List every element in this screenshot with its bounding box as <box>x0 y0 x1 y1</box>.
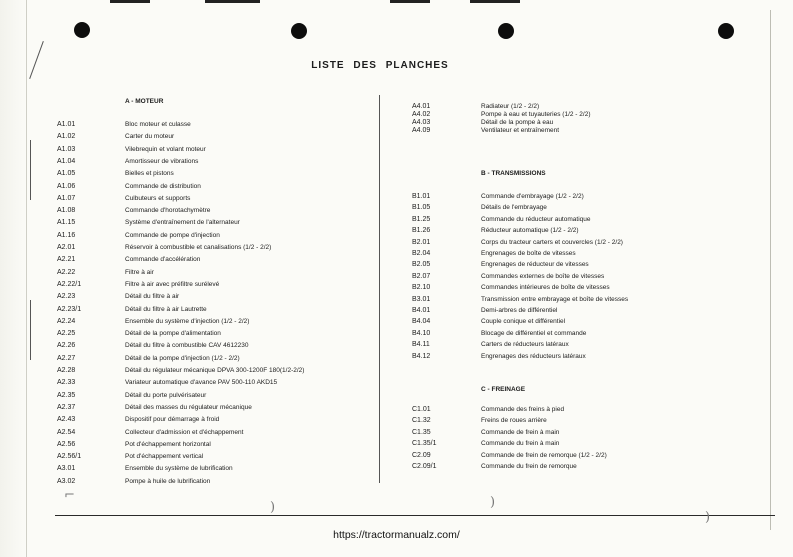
plate-code: A2.26 <box>57 342 76 350</box>
scan-artifact <box>110 0 150 3</box>
plate-label: Amortisseur de vibrations <box>125 157 199 165</box>
plate-label: Détail de la pompe à eau <box>481 119 554 126</box>
plate-code: A1.01 <box>57 121 76 128</box>
plate-code: A1.02 <box>57 133 76 141</box>
plate-code: C2.09 <box>412 451 431 459</box>
page-title: LISTE DES PLANCHES <box>311 60 449 71</box>
plate-label: Réservoir à combustible et canalisations (1/2 - 2/2) <box>125 244 272 251</box>
plate-code: B4.10 <box>412 329 431 337</box>
scan-artifact <box>470 0 520 3</box>
plate-code: B2.04 <box>412 250 431 257</box>
plate-label: Commande de frein à main <box>481 428 560 436</box>
scan-artifact <box>29 41 44 79</box>
plate-label: Demi-arbres de différentiel <box>481 307 558 314</box>
plate-code: A1.08 <box>57 207 76 215</box>
plate-code: A2.37 <box>57 403 76 411</box>
scan-artifact: ) <box>705 510 711 525</box>
plate-label: Commande des freins à pied <box>481 406 565 413</box>
plate-code: A2.22/1 <box>57 280 82 288</box>
plate-label: Détail du filtre à combustible CAV 4612230 <box>125 342 249 350</box>
scan-artifact: ) <box>490 495 496 510</box>
plate-label: Commande d'embrayage (1/2 - 2/2) <box>481 193 584 200</box>
plate-label: Détail de la pompe d'alimentation <box>125 330 221 338</box>
plate-label: Carters de réducteurs latéraux <box>481 341 569 349</box>
plate-label: Commande du frein à main <box>481 440 560 448</box>
section-heading-moteur: A - MOTEUR <box>125 98 164 105</box>
plate-code: A4.03 <box>412 119 431 126</box>
scan-artifact: ) <box>270 500 276 515</box>
plate-code: B2.01 <box>412 238 431 246</box>
plate-code: A2.25 <box>57 330 76 338</box>
plate-code: A2.27 <box>57 354 76 362</box>
plate-label: Collecteur d'admission et d'échappement <box>125 428 244 436</box>
plate-code: A2.56/1 <box>57 453 82 461</box>
plate-code: A2.43 <box>57 416 76 424</box>
plate-code: A2.56 <box>57 440 76 448</box>
plate-label: Couple conique et différentiel <box>481 318 566 326</box>
plate-code: C1.32 <box>412 417 431 425</box>
plate-code: A1.15 <box>57 219 76 227</box>
plate-label: Engrenages de boîte de vitesses <box>481 250 576 257</box>
scan-artifact <box>390 0 430 3</box>
plate-code: B4.11 <box>412 341 430 349</box>
plate-code: A3.01 <box>57 465 76 473</box>
plate-label: Commande de pompe d'injection <box>125 231 220 239</box>
plate-code: B1.26 <box>412 227 431 235</box>
plate-label: Commande d'horotachymètre <box>125 207 211 215</box>
plate-label: Commande du réducteur automatique <box>481 215 591 223</box>
plate-label: Carter du moteur <box>125 133 175 141</box>
plate-code: B4.12 <box>412 352 431 360</box>
punch-hole <box>291 23 307 39</box>
plate-label: Pompe à huile de lubrification <box>125 477 211 485</box>
plate-code: A2.22 <box>57 268 76 276</box>
plate-code: C1.35/1 <box>412 440 437 448</box>
plate-label: Ensemble du système de lubrification <box>125 465 233 473</box>
plate-label: Détail des masses du régulateur mécanique <box>125 403 252 411</box>
plate-label: Détail du filtre à air <box>125 293 180 301</box>
plate-label: Freins de roues arrière <box>481 417 547 425</box>
plate-label: Blocage de différentiel et commande <box>481 329 587 337</box>
plate-label: Réducteur automatique (1/2 - 2/2) <box>481 227 579 235</box>
plate-code: C1.01 <box>412 406 431 413</box>
plate-label: Commande de frein de remorque (1/2 - 2/2) <box>481 451 607 459</box>
plate-label: Engrenages des réducteurs latéraux <box>481 352 586 360</box>
plate-code: B4.04 <box>412 318 431 326</box>
plate-code: A4.09 <box>412 127 431 134</box>
plate-label: Transmission entre embrayage et boîte de vitesses <box>481 295 629 303</box>
plate-code: A2.33 <box>57 379 76 387</box>
plate-code: B1.25 <box>412 215 431 223</box>
plate-label: Système d'entraînement de l'alternateur <box>125 219 240 227</box>
plate-code: A2.23/1 <box>57 305 82 313</box>
plate-label: Commande du frein de remorque <box>481 463 577 470</box>
plate-label: Ventilateur et entraînement <box>481 127 560 134</box>
scan-artifact <box>205 0 260 3</box>
plate-code: A2.01 <box>57 244 76 251</box>
plate-label: Détail du porte pulvérisateur <box>125 391 207 399</box>
plate-label: Bielles et pistons <box>125 170 174 178</box>
plate-code: A1.05 <box>57 170 76 178</box>
plate-code: B2.05 <box>412 261 431 269</box>
punch-hole <box>498 23 514 39</box>
plate-code: A1.07 <box>57 194 76 202</box>
plate-label: Commandes intérieures de boîte de vitesses <box>481 284 610 292</box>
plate-code: A1.04 <box>57 157 76 165</box>
plate-label: Détail du filtre à air Lautrette <box>125 305 207 313</box>
plate-code: A4.01 <box>412 103 431 110</box>
plate-label: Commandes externes de boîte de vitesses <box>481 272 605 280</box>
plate-code: A2.28 <box>57 367 76 374</box>
plate-label: Engrenages de réducteur de vitesses <box>481 261 589 269</box>
plate-code: B2.10 <box>412 284 431 292</box>
plate-code: A1.06 <box>57 182 76 190</box>
plate-code: B1.01 <box>412 193 431 200</box>
plate-code: A1.16 <box>57 231 76 239</box>
plate-label: Corps du tracteur carters et couvercles (1/2 - 2/2) <box>481 238 623 246</box>
plate-label: Variateur automatique d'avance PAV 500-110 AKD15 <box>125 379 278 387</box>
plate-label: Pompe à eau et tuyauteries (1/2 - 2/2) <box>481 111 591 118</box>
section-heading-freinage: C - FREINAGE <box>481 386 526 393</box>
plate-label: Culbuteurs et supports <box>125 194 191 202</box>
page-right-edge <box>770 10 771 530</box>
plate-code: C2.09/1 <box>412 463 437 470</box>
plate-label: Commande d'accélération <box>125 256 201 264</box>
plate-code: A2.24 <box>57 317 76 325</box>
bottom-rule <box>55 515 775 516</box>
plate-label: Détail de la pompe d'injection (1/2 - 2/2) <box>125 354 240 362</box>
plate-code: A2.35 <box>57 391 76 399</box>
plate-label: Pot d'échappement horizontal <box>125 440 211 448</box>
scan-artifact <box>30 300 31 360</box>
plate-code: B1.05 <box>412 204 431 212</box>
plate-code: B3.01 <box>412 295 431 303</box>
plate-label: Détails de l'embrayage <box>481 204 547 212</box>
plate-code: A4.02 <box>412 111 431 118</box>
plate-label: Pot d'échappement vertical <box>125 453 204 461</box>
footer-url[interactable]: https://tractormanualz.com/ <box>333 529 460 541</box>
plate-label: Bloc moteur et culasse <box>125 121 191 128</box>
plate-code: A2.21 <box>57 256 76 264</box>
punch-hole <box>74 22 90 38</box>
plate-code: C1.35 <box>412 428 431 436</box>
plate-label: Dispositif pour démarrage à froid <box>125 416 220 424</box>
plate-code: A3.02 <box>57 477 76 485</box>
page-left-edge <box>0 0 27 557</box>
column-divider <box>379 95 380 483</box>
plate-label: Radiateur (1/2 - 2/2) <box>481 103 540 110</box>
plate-code: B4.01 <box>412 307 431 314</box>
plate-label: Commande de distribution <box>125 182 201 190</box>
punch-hole <box>718 23 734 39</box>
plate-label: Vilebrequin et volant moteur <box>125 145 206 153</box>
scan-artifact <box>30 140 31 200</box>
plate-label: Filtre à air <box>125 268 154 276</box>
plate-code: A2.54 <box>57 428 76 436</box>
plate-code: A1.03 <box>57 145 76 153</box>
plate-label: Filtre à air avec préfiltre surélevé <box>125 280 220 288</box>
plate-code: B2.07 <box>412 272 431 280</box>
section-heading-transmissions: B - TRANSMISSIONS <box>481 170 546 177</box>
plate-label: Ensemble du système d'injection (1/2 - 2/2) <box>125 317 250 325</box>
scan-artifact: ⌐ <box>64 488 75 503</box>
plate-code: A2.23 <box>57 293 76 301</box>
plate-label: Détail du régulateur mécanique DPVA 300-1200F 180(1/2-2/2) <box>125 367 305 374</box>
